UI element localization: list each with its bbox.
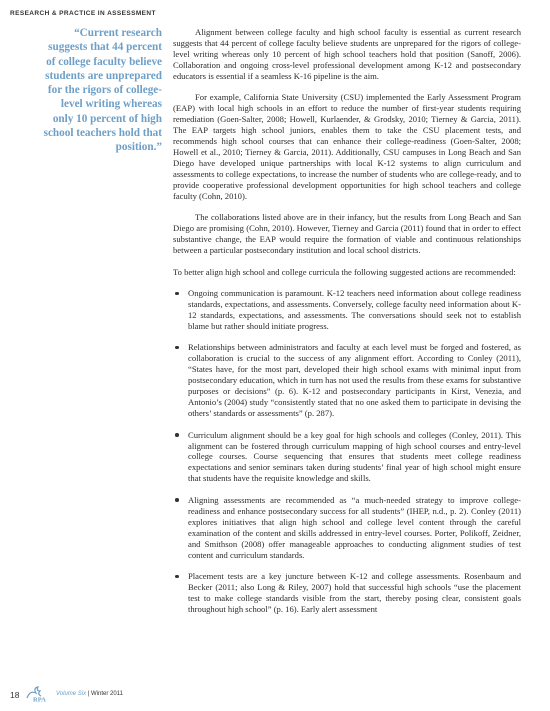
list-item: Aligning assessments are recommended as “a much-needed strategy to improve college-readiness and enhance postsecondary success for all students” (IHEP, n.d., p. 2). Conley (2011) explores initiatives that align high school and college level content through the careful examination of the content and skills addressed in entry-level courses. Porter, Polikoff, Zeidner, and Smithson (2008) offer manageable approaches to conducting alignment studies of test content and curriculum standards. [173,495,521,561]
recommendation-list [173,288,521,615]
page-number: 18 [10,690,20,700]
paragraph-4: To better align high school and college curricula the following suggested actions are recommended: [173,266,516,277]
list-item: Curriculum alignment should be a key goal for high schools and colleges (Conley, 2011). This alignment can be fostered through curriculum mapping of high school courses and entry-level college courses. Course sequencing that ensures that students meet college readiness expectations and senior seminars taken during students’ final year of high school might ensure that students have the requisite knowledge and skills. [173,430,521,485]
paragraph-1: Alignment between college faculty and high school faculty is essential as current research suggests that 44 percent of college faculty believe students are unprepared for the rigors of college-level writing whereas only 10 percent of high school teachers hold that position (Sanoff, 2006). Collaboration and ongoing cross-level professional development among K-12 and postsecondary educators is essential if a seamless K-16 pipeline is the aim. [173,27,521,81]
list-item: Ongoing communication is paramount. K-12 teachers need information about college readiness standards, expectations, and assessments. Conversely, college faculty need information about K-12 standards, expectations, and assessments. The conversations should seek not to establish blame but rather should initiate progress. [173,288,521,332]
svg-text:RPA: RPA [33,696,46,703]
running-head: RESEARCH & PRACTICE IN ASSESSMENT [10,10,156,17]
article-body [173,27,521,625]
issue-label: | Winter 2011 [87,691,123,697]
journal-issue [56,691,123,697]
list-item: Placement tests are a key juncture between K-12 and college assessments. Rosenbaum and Becker (2011; also Long & Riley, 2007) hold that successful high schools “use the placement test to make college standards visible from the start, thereby posing clear, consistent goals throughout high school” (p. 16). Early alert assessment [173,571,521,615]
pull-quote: “Current research suggests that 44 percent of college faculty believe students are unprepared for the rigors of college-level writing whereas only 10 percent of high school teachers hold that position.” [43,27,162,154]
paragraph-3: The collaborations listed above are in their infancy, but the results from Long Beach and San Diego are promising (Cohn, 2010). However, Tierney and Garcia (2011) found that in order to effect substantive change, the EAP would require the formation of viable and continuous relationships between a particular postsecondary institution and local school districts. [173,212,521,256]
list-item: Relationships between administrators and faculty at each level must be forged and fostered, as collaboration is crucial to the success of any alignment effort. According to Conley (2011), “States have, for the most part, developed their high school exams with minimal input from postsecondary education, which in turn has not used the results from these exams for substantive purposes or decisions” (p. 6). K-12 and postsecondary participants in Kirst, Venezia, and Antonio’s (2004) study “consistently stated that no one asked them to participate in devising the others’ standards or assessments” (p. 287). [173,342,521,419]
page-footer [10,685,210,705]
volume-label: Volume Six [56,691,87,697]
rpa-logo-icon [24,685,52,703]
paragraph-2: For example, California State University (CSU) implemented the Early Assessment Program (EAP) with local high schools in an effort to reduce the number of first-year students requiring remediation (Goen-Salter, 2008; Howell, Kurlaender, & Grodsky, 2010; Tierney & Garcia, 2011). The EAP targets high school juniors, enables them to take the CSU placement tests, and recommends high school courses that can enhance their college-readiness (Goen-Salter, 2008; Howell et al., 2010; Tierney & Garcia, 2011). Additionally, CSU campuses in Long Beach and San Diego have developed unique partnerships with local K-12 systems to align curriculum and assessments to college expectations, to increase the number of students who are college-ready, and to provide cooperative professional development opportunities for high school teachers and college faculty (Cohn, 2010). [173,92,521,201]
